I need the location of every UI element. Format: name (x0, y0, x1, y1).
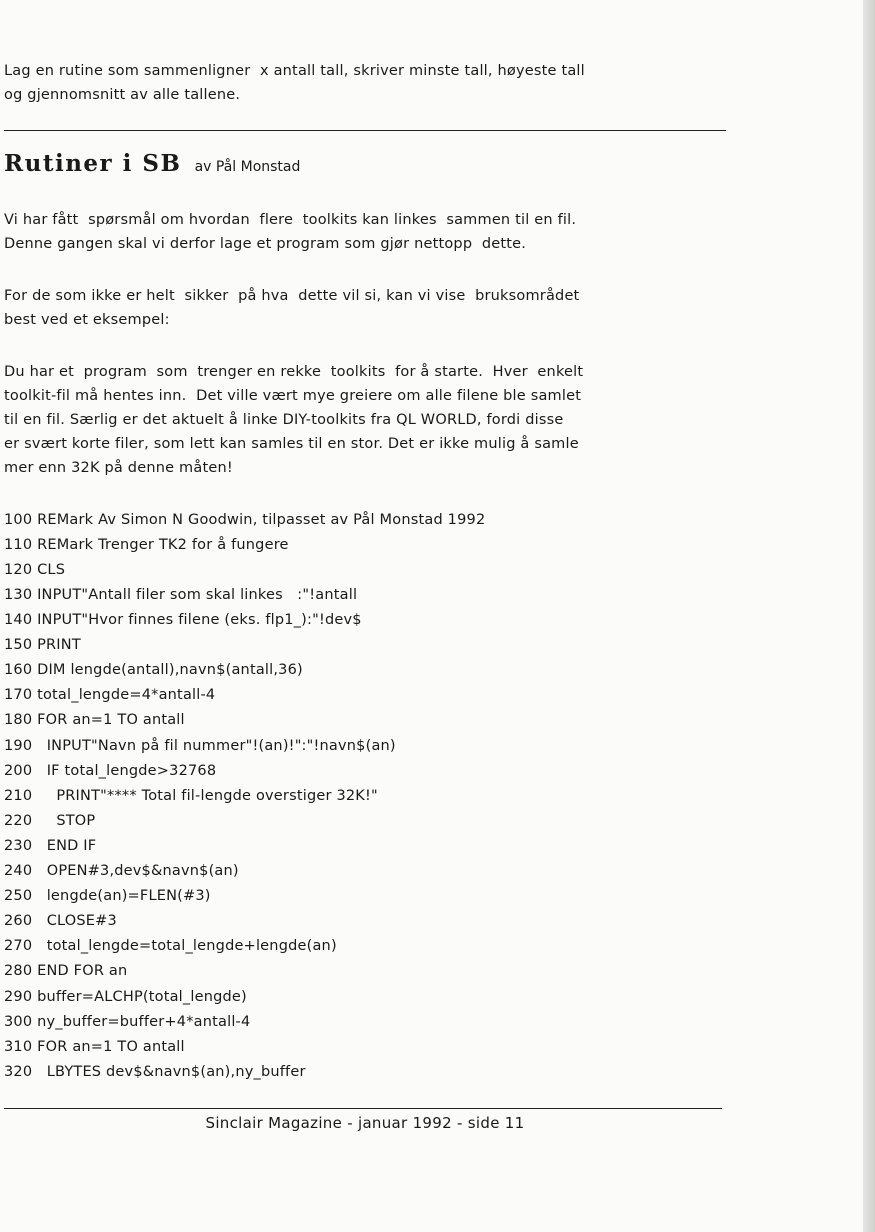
footer-divider (4, 1108, 722, 1109)
code-line: 270 total_lengde=total_lengde+lengde(an) (4, 938, 337, 954)
section-divider (4, 130, 726, 131)
paragraph-3-line-3: til en fil. Særlig er det aktuelt å linke DIY-toolkits fra QL WORLD, fordi disse (4, 412, 564, 428)
code-line: 220 STOP (4, 813, 96, 829)
paragraph-3-line-1: Du har et program som trenger en rekke toolkits for å starte. Hver enkelt (4, 364, 584, 380)
code-line: 110 REMark Trenger TK2 for å fungere (4, 537, 289, 553)
article-heading (4, 150, 300, 177)
paragraph-2-line-2: best ved et eksempel: (4, 312, 170, 328)
code-line: 150 PRINT (4, 637, 81, 653)
code-line: 140 INPUT"Hvor finnes filene (eks. flp1_):"!dev$ (4, 612, 362, 628)
code-line: 240 OPEN#3,dev$&navn$(an) (4, 863, 239, 879)
code-line: 300 ny_buffer=buffer+4*antall-4 (4, 1014, 251, 1030)
code-line: 230 END IF (4, 838, 97, 854)
paragraph-3-line-2: toolkit-fil må hentes inn. Det ville vært mye greiere om alle filene ble samlet (4, 388, 582, 404)
article-author: av Pål Monstad (194, 159, 301, 175)
code-line: 210 PRINT"**** Total fil-lengde overstiger 32K!" (4, 788, 378, 804)
code-line: 310 FOR an=1 TO antall (4, 1039, 185, 1055)
code-line: 250 lengde(an)=FLEN(#3) (4, 888, 211, 904)
code-line: 280 END FOR an (4, 963, 128, 979)
paragraph-1-line-2: Denne gangen skal vi derfor lage et program som gjør nettopp dette. (4, 236, 527, 252)
code-line: 120 CLS (4, 562, 66, 578)
paragraph-3-line-5: mer enn 32K på denne måten! (4, 460, 233, 476)
code-line: 180 FOR an=1 TO antall (4, 712, 185, 728)
intro-line-1: Lag en rutine som sammenligner x antall tall, skriver minste tall, høyeste tall (4, 63, 585, 79)
paragraph-1-line-1: Vi har fått spørsmål om hvordan flere toolkits kan linkes sammen til en fil. (4, 212, 577, 228)
code-line: 290 buffer=ALCHP(total_lengde) (4, 989, 247, 1005)
page-footer: Sinclair Magazine - januar 1992 - side 11 (205, 1114, 525, 1132)
intro-line-2: og gjennomsnitt av alle tallene. (4, 87, 241, 103)
article-title: Rutiner i SB (4, 150, 182, 177)
code-line: 260 CLOSE#3 (4, 913, 117, 929)
paragraph-2-line-1: For de som ikke er helt sikker på hva dette vil si, kan vi vise bruksområdet (4, 288, 580, 304)
code-line: 200 IF total_lengde>32768 (4, 763, 217, 779)
paragraph-3-line-4: er svært korte filer, som lett kan samles til en stor. Det er ikke mulig å samle (4, 436, 579, 452)
code-line: 170 total_lengde=4*antall-4 (4, 687, 216, 703)
code-line: 100 REMark Av Simon N Goodwin, tilpasset av Pål Monstad 1992 (4, 512, 486, 528)
code-line: 160 DIM lengde(antall),navn$(antall,36) (4, 662, 303, 678)
code-line: 190 INPUT"Navn på fil nummer"!(an)!":"!navn$(an) (4, 738, 396, 754)
code-line: 320 LBYTES dev$&navn$(an),ny_buffer (4, 1064, 306, 1080)
code-line: 130 INPUT"Antall filer som skal linkes :"!antall (4, 587, 358, 603)
page-edge-shadow (863, 0, 875, 1232)
